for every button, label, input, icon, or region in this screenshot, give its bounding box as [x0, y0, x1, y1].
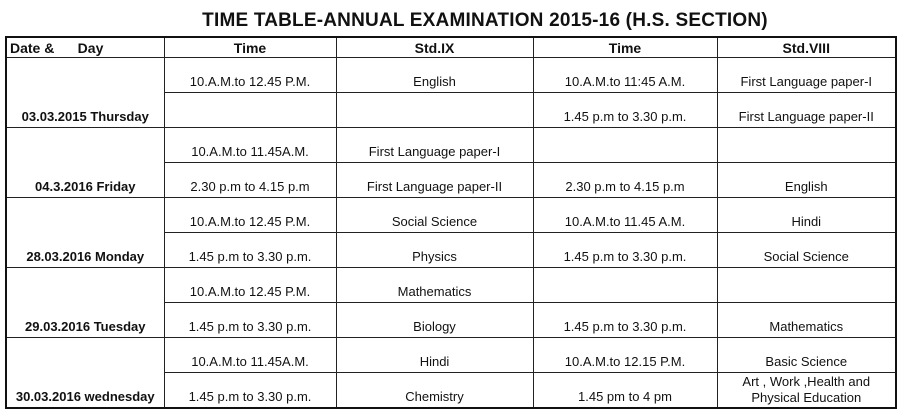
- std-viii-cell: Basic Science: [717, 338, 896, 373]
- header-row: [6, 37, 896, 58]
- time-ix-cell: 10.A.M.to 12.45 P.M.: [164, 268, 336, 303]
- time-viii-cell: 10.A.M.to 11.45 A.M.: [533, 198, 717, 233]
- header-std-viii: Std.VIII: [717, 37, 896, 58]
- std-viii-cell: [717, 128, 896, 163]
- std-viii-cell: Hindi: [717, 198, 896, 233]
- time-viii-cell: 2.30 p.m to 4.15 p.m: [533, 163, 717, 198]
- time-ix-cell: 10.A.M.to 12.45 P.M.: [164, 198, 336, 233]
- time-viii-cell: 10.A.M.to 11:45 A.M.: [533, 58, 717, 93]
- std-viii-cell: First Language paper-II: [717, 93, 896, 128]
- date-cell: 30.03.2016 wednesday: [6, 338, 164, 409]
- table-row: [6, 268, 896, 303]
- header-time-viii: Time: [533, 37, 717, 58]
- std-ix-cell: English: [336, 58, 533, 93]
- time-ix-cell: 1.45 p.m to 3.30 p.m.: [164, 233, 336, 268]
- timetable: [5, 36, 897, 409]
- table-row: [6, 58, 896, 93]
- time-viii-cell: 1.45 p.m to 3.30 p.m.: [533, 93, 717, 128]
- std-viii-cell: Social Science: [717, 233, 896, 268]
- time-ix-cell: 1.45 p.m to 3.30 p.m.: [164, 373, 336, 409]
- std-ix-cell: Chemistry: [336, 373, 533, 409]
- time-viii-cell: 10.A.M.to 12.15 P.M.: [533, 338, 717, 373]
- time-viii-cell: 1.45 p.m to 3.30 p.m.: [533, 303, 717, 338]
- std-ix-cell: Physics: [336, 233, 533, 268]
- time-viii-cell: 1.45 pm to 4 pm: [533, 373, 717, 409]
- date-cell: 04.3.2016 Friday: [6, 128, 164, 198]
- table-row: [6, 198, 896, 233]
- table-row: [6, 338, 896, 373]
- time-ix-cell: 10.A.M.to 12.45 P.M.: [164, 58, 336, 93]
- time-viii-cell: [533, 268, 717, 303]
- std-viii-cell: First Language paper-I: [717, 58, 896, 93]
- header-time-ix: Time: [164, 37, 336, 58]
- std-ix-cell: First Language paper-II: [336, 163, 533, 198]
- header-date-day: Date & Day: [6, 37, 164, 58]
- std-viii-cell: English: [717, 163, 896, 198]
- header-std-ix: Std.IX: [336, 37, 533, 58]
- date-cell: 28.03.2016 Monday: [6, 198, 164, 268]
- date-cell: 29.03.2016 Tuesday: [6, 268, 164, 338]
- table-row: [6, 128, 896, 163]
- time-ix-cell: [164, 93, 336, 128]
- time-ix-cell: 1.45 p.m to 3.30 p.m.: [164, 303, 336, 338]
- time-viii-cell: [533, 128, 717, 163]
- std-viii-cell: Mathematics: [717, 303, 896, 338]
- time-ix-cell: 2.30 p.m to 4.15 p.m: [164, 163, 336, 198]
- std-ix-cell: First Language paper-I: [336, 128, 533, 163]
- date-cell: 03.03.2015 Thursday: [6, 58, 164, 128]
- time-ix-cell: 10.A.M.to 11.45A.M.: [164, 338, 336, 373]
- std-viii-cell: [717, 268, 896, 303]
- std-ix-cell: Mathematics: [336, 268, 533, 303]
- std-ix-cell: Social Science: [336, 198, 533, 233]
- std-ix-cell: Hindi: [336, 338, 533, 373]
- page-title: TIME TABLE-ANNUAL EXAMINATION 2015-16 (H.S. SECTION): [202, 10, 768, 31]
- time-viii-cell: 1.45 p.m to 3.30 p.m.: [533, 233, 717, 268]
- std-viii-cell: Art , Work ,Health and Physical Education: [717, 373, 896, 409]
- std-ix-cell: Biology: [336, 303, 533, 338]
- time-ix-cell: 10.A.M.to 11.45A.M.: [164, 128, 336, 163]
- std-ix-cell: [336, 93, 533, 128]
